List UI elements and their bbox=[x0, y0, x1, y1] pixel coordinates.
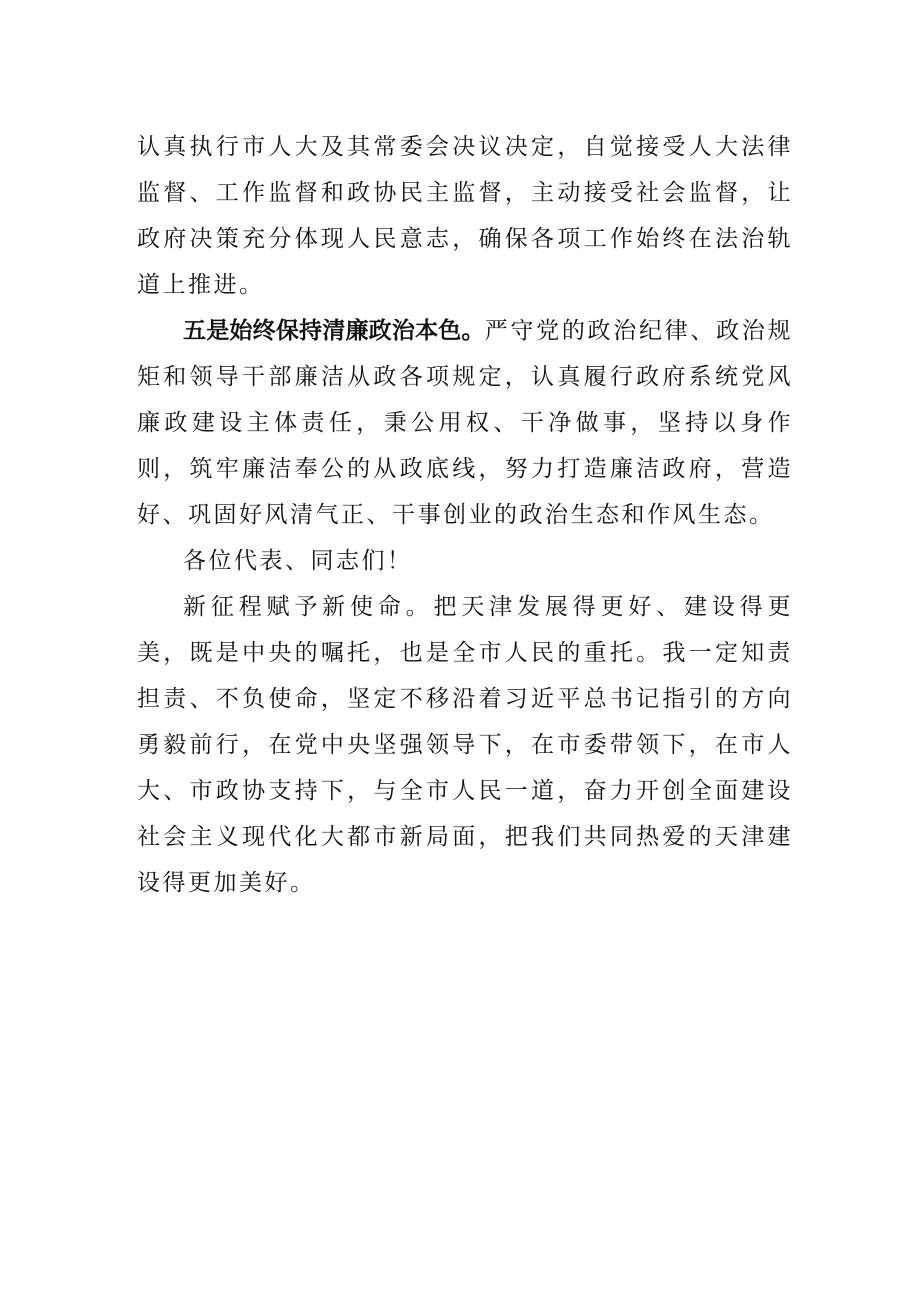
paragraph-closing bbox=[137, 584, 793, 906]
paragraph-text: 严守党的政治纪律、政治规矩和领导干部廉洁从政各项规定，认真履行政府系统党风廉政建设主体责任，秉公用权、干净做事，坚持以身作则，筑牢廉洁奉公的从政底线，努力打造廉洁政府，营造好、巩固好风清气正、干事创业的政治生态和作风生态。 bbox=[137, 318, 794, 528]
salutation bbox=[137, 538, 793, 584]
paragraph-heading: 五是始终保持清廉政治本色。 bbox=[183, 318, 485, 344]
paragraph-text: 新征程赋予新使命。把天津发展得更好、建设得更美，既是中央的嘱托，也是全市人民的重托。我一定知责担责、不负使命，坚定不移沿着习近平总书记指引的方向勇毅前行，在党中央坚强领导下，在市委带领下，在市人大、市政协支持下，与全市人民一道，奋力开创全面建设社会主义现代化大都市新局面，把我们共同热爱的天津建设得更加美好。 bbox=[137, 594, 793, 896]
document-body bbox=[137, 124, 793, 906]
paragraph-continuation bbox=[137, 124, 793, 308]
paragraph-integrity bbox=[137, 308, 793, 538]
paragraph-text: 认真执行市人大及其常委会决议决定，自觉接受人大法律监督、工作监督和政协民主监督，主动接受社会监督，让政府决策充分体现人民意志，确保各项工作始终在法治轨道上推进。 bbox=[137, 134, 793, 298]
salutation-text: 各位代表、同志们！ bbox=[183, 548, 413, 574]
